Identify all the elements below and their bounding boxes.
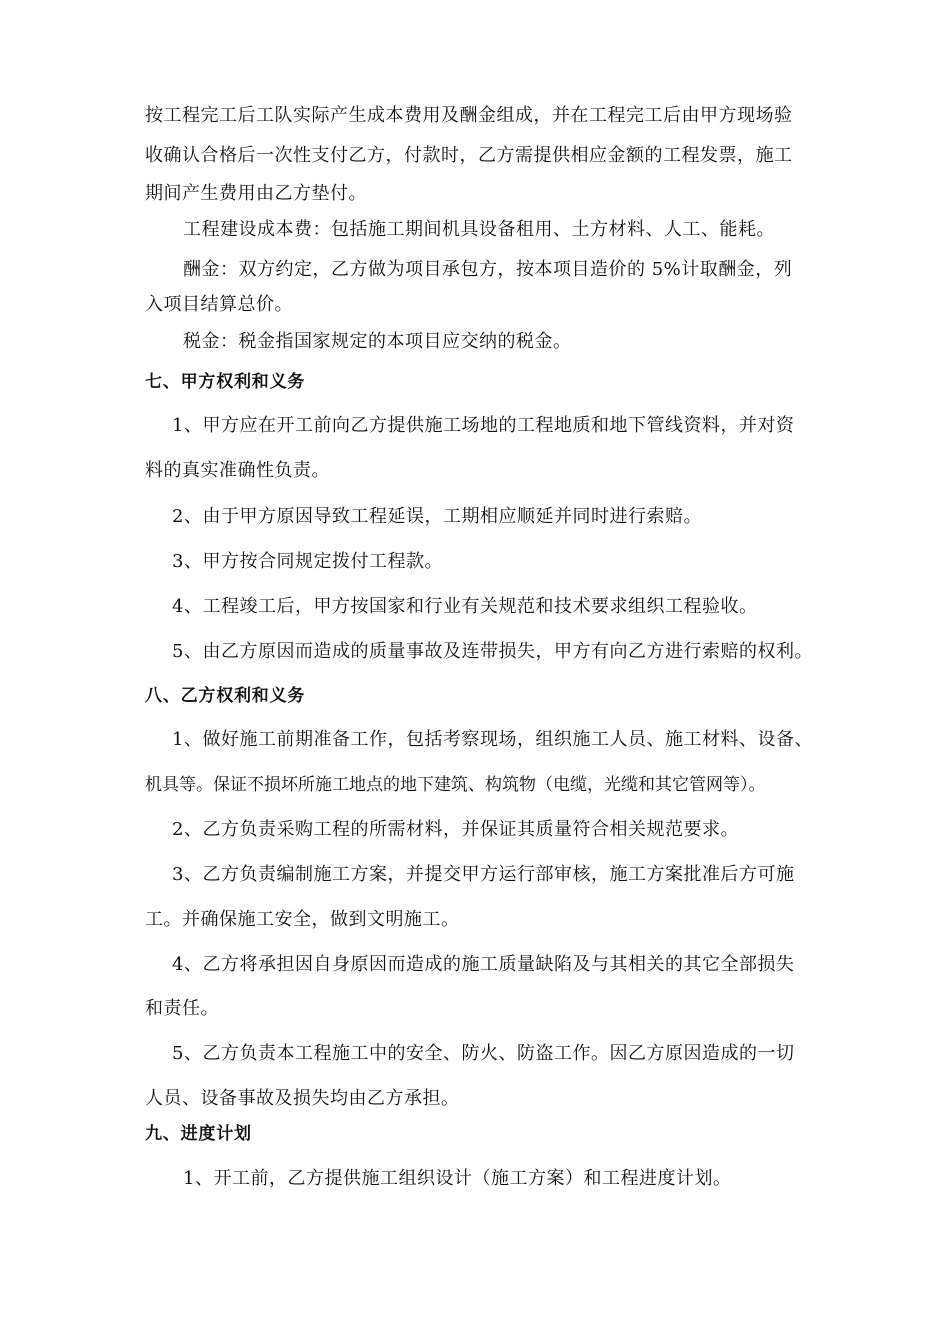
- body-text-line: 5、乙方负责本工程施工中的安全、防火、防盗工作。因乙方原因造成的一切: [172, 1043, 795, 1064]
- body-text-line: 机具等。保证不损坏所施工地点的地下建筑、构筑物（电缆，光缆和其它管网等）。: [145, 775, 766, 795]
- body-text-line: 入项目结算总价。: [145, 294, 293, 315]
- body-text-line: 税金：税金指国家规定的本项目应交纳的税金。: [183, 331, 572, 352]
- body-text-line: 人员、设备事故及损失均由乙方承担。: [145, 1088, 460, 1109]
- body-text-line: 和责任。: [145, 998, 219, 1019]
- body-text-line: 1、甲方应在开工前向乙方提供施工场地的工程地质和地下管线资料，并对资: [172, 415, 795, 436]
- body-text-line: 工程建设成本费：包括施工期间机具设备租用、土方材料、人工、能耗。: [183, 219, 775, 240]
- body-text-line: 1、做好施工前期准备工作，包括考察现场，组织施工人员、施工材料、设备、: [172, 729, 813, 750]
- body-text-line: 收确认合格后一次性支付乙方，付款时，乙方需提供相应金额的工程发票，施工: [145, 145, 793, 166]
- body-text-line: 4、乙方将承担因自身原因而造成的施工质量缺陷及与其相关的其它全部损失: [172, 954, 795, 975]
- body-text-line: 期间产生费用由乙方垫付。: [145, 183, 367, 204]
- body-text-line: 2、乙方负责采购工程的所需材料，并保证其质量符合相关规范要求。: [172, 819, 739, 840]
- body-text-line: 2、由于甲方原因导致工程延误，工期相应顺延并同时进行索赔。: [172, 506, 702, 527]
- body-text-line: 按工程完工后工队实际产生成本费用及酬金组成，并在工程完工后由甲方现场验: [145, 105, 793, 126]
- body-text-line: 5、由乙方原因而造成的质量事故及连带损失，甲方有向乙方进行索赔的权利。: [172, 641, 813, 662]
- body-text-line: 料的真实准确性负责。: [145, 460, 330, 481]
- section-heading: 八、乙方权利和义务: [145, 686, 306, 706]
- section-heading: 七、甲方权利和义务: [145, 372, 306, 392]
- body-text-line: 1、开工前，乙方提供施工组织设计（施工方案）和工程进度计划。: [183, 1168, 732, 1189]
- body-text-line: 3、甲方按合同规定拨付工程款。: [172, 551, 443, 572]
- section-heading: 九、进度计划: [145, 1124, 252, 1144]
- body-text-line: 酬金：双方约定，乙方做为项目承包方，按本项目造价的 5%计取酬金，列: [183, 259, 793, 280]
- body-text-line: 3、乙方负责编制施工方案，并提交甲方运行部审核，施工方案批准后方可施: [172, 864, 795, 885]
- body-text-line: 4、工程竣工后，甲方按国家和行业有关规范和技术要求组织工程验收。: [172, 596, 758, 617]
- body-text-line: 工。并确保施工安全，做到文明施工。: [145, 909, 460, 930]
